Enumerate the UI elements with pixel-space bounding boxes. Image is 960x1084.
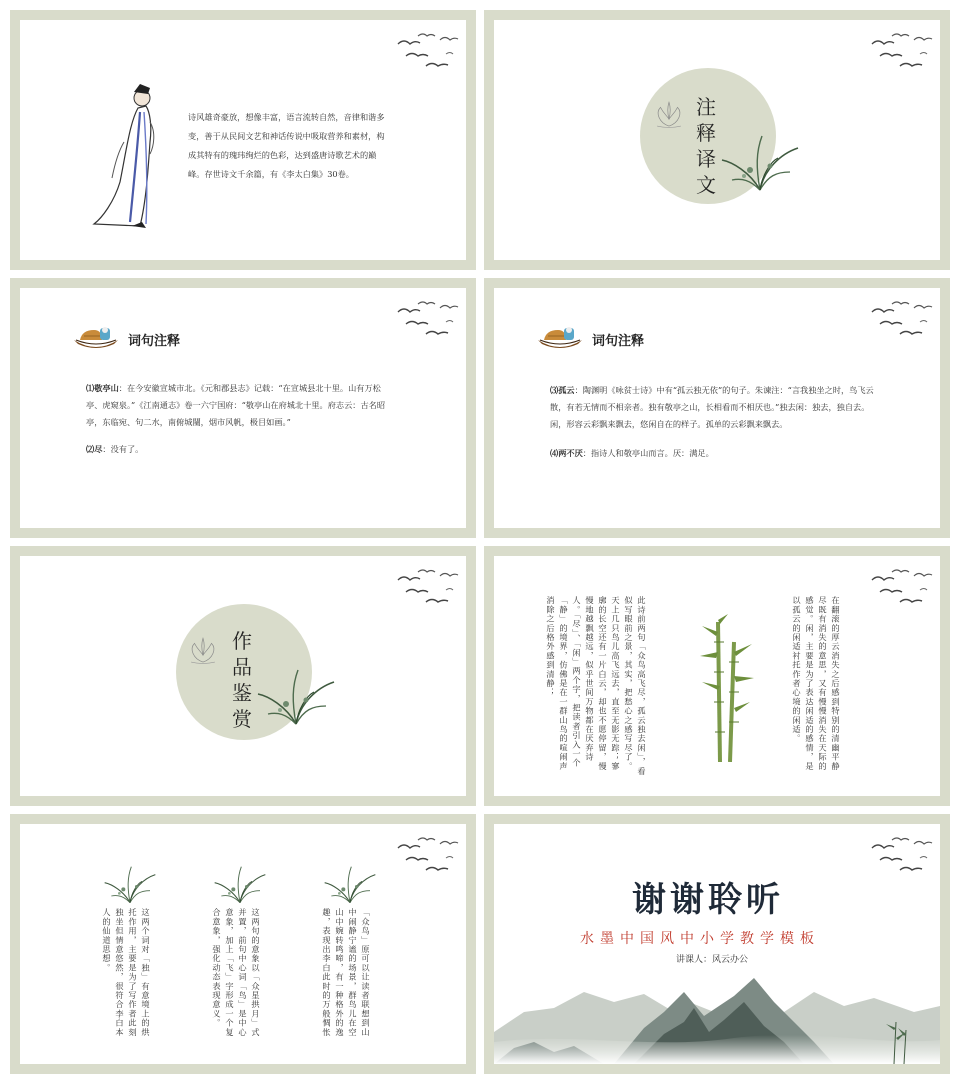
slide-section-notes[interactable]: [484, 10, 950, 270]
slide-heading: 词句注释: [128, 334, 181, 349]
lotus-icon: [186, 636, 220, 666]
boat-icon: [72, 322, 120, 352]
slide-canvas: [494, 824, 940, 1064]
section-title: [232, 628, 258, 732]
title-char: 译: [696, 147, 716, 171]
slide-canvas: [494, 288, 940, 528]
annotation-4: [550, 444, 882, 463]
column-text-2: 这两句的意象以「众星拱月」式并置，前句中心词「鸟」是中心意象，加上「飞」字形成一个复合意象，强化动态表现意义。: [212, 908, 261, 1037]
slide-canvas: [494, 20, 940, 260]
annotation-text: ：没有了。: [102, 444, 144, 454]
title-char: 赏: [232, 707, 252, 731]
orchid-icon: [720, 132, 800, 192]
slide-annotations-1[interactable]: [10, 278, 476, 538]
annotation-2: [86, 440, 386, 459]
bird-flock-icon: [396, 30, 460, 74]
orchid-icon: [256, 666, 336, 726]
slide-canvas: [20, 20, 466, 260]
poet-description: 诗风雄奇豪放，想像丰富，语言流转自然，音律和谐多变，善于从民间文艺和神话传说中吸取营养和素材，构成其特有的瑰玮绚烂的色彩，达到盛唐诗歌艺术的巅峰。存世诗文千余篇，有《李太白集》30卷。: [188, 112, 385, 179]
appreciation-paragraph-left: 此诗前两句「众鸟高飞尽，孤云独去闲」，看似写眼前之景，其实，把愁心之感写尽了。天上几只鸟儿高飞远去，直至无影无踪；寥廓的长空还有一片白云，却也不愿停留，慢慢地越飘越远，似乎世间万物都在厌弃诗人。「尽」、「闲」两个字，把读者引入一个「静」的境界，仿佛是在一群山鸟的喧闹声消除之后格外感到清静；: [546, 596, 647, 776]
title-char: 品: [232, 655, 252, 679]
title-char: 作: [232, 629, 252, 653]
slide-annotations-2[interactable]: [484, 278, 950, 538]
slide-canvas: [20, 288, 466, 528]
title-char: 鉴: [232, 681, 252, 705]
orchid-icon: [204, 864, 276, 904]
mountain-landscape-icon: [494, 972, 940, 1064]
annotation-3: [550, 382, 882, 433]
appreciation-paragraph-right: 在翻滚的厚云消失之后感到特别的清幽平静尽既有消失的意思，又有慢慢消失在天际的感觉。闲，主要是为了表达闲适的感情，是以孤云的闲适衬托作者心境的闲适。: [792, 596, 841, 771]
annotation-text: ：在今安徽宣城市北。《元和郡县志》记载：“在宣城县北十里。山有万松亭、虎窥泉。”《江南通志》卷一六宁国府：“敬亭山在府城北十里。府志云：古名昭亭，东临宛、句二水，南俯城闉，烟市风帆，极目如画。”: [86, 383, 386, 427]
section-title: [696, 94, 722, 198]
annotation-label: ⑶孤云: [550, 385, 575, 395]
annotation-text: ：陶渊明《咏贫士诗》中有“孤云独无依”的句子。朱谏注：“言我独坐之时，鸟飞云散，有若无情而不相亲者。独有敬亭之山，长相看而不相厌也。”独去闲：独去，独自去。闲，形容云彩飘来飘去，悠闲自在的样子。孤单的云彩飘来飘去。: [550, 385, 874, 429]
orchid-icon: [94, 864, 166, 904]
slide-canvas: [494, 556, 940, 796]
slide-heading: 词句注释: [592, 334, 645, 349]
annotation-text: ：指诗人和敬亭山而言。厌：满足。: [582, 448, 714, 458]
slide-three-columns[interactable]: [10, 814, 476, 1074]
slide-appreciation-text[interactable]: [484, 546, 950, 806]
presenter-label: 讲课人：风云办公: [676, 955, 749, 965]
bird-flock-icon: [870, 566, 934, 610]
annotation-label: ⑷两不厌: [550, 448, 583, 458]
template-subtitle: 水墨中国风中小学教学模板: [580, 931, 820, 947]
annotation-1: [86, 380, 386, 431]
bird-flock-icon: [870, 834, 934, 878]
bird-flock-icon: [396, 834, 460, 878]
column-text-3: 「众鸟」原可以让读者联想到山中闹静宁谧的场景，群鸟儿在空山中婉转鸣啼，有一种格外的逸趣，表现出李白此时的万般惆怅: [322, 908, 371, 1037]
bird-flock-icon: [396, 298, 460, 342]
lotus-icon: [652, 100, 686, 130]
annotation-label: ⑵尽: [86, 444, 103, 454]
boat-icon: [536, 322, 584, 352]
slide-thank-you[interactable]: [484, 814, 950, 1074]
bird-flock-icon: [870, 30, 934, 74]
bird-flock-icon: [870, 298, 934, 342]
bird-flock-icon: [396, 566, 460, 610]
bamboo-icon: [696, 612, 756, 762]
orchid-icon: [314, 864, 386, 904]
slide-canvas: [20, 824, 466, 1064]
thank-you-title: 谢谢聆听: [632, 880, 784, 920]
slide-canvas: [20, 556, 466, 796]
title-char: 释: [696, 121, 716, 145]
scholar-figure-icon: [90, 82, 166, 228]
annotation-label: ⑴敬亭山: [86, 383, 119, 393]
slide-section-appreciation[interactable]: [10, 546, 476, 806]
column-text-1: 这两个词对「独」有意境上的烘托作用，主要是为了写作者此刻独坐但情意悠然，很符合李白本人的仙道思想。: [102, 908, 151, 1037]
title-char: 文: [696, 173, 716, 197]
title-char: 注: [696, 95, 716, 119]
slide-poet-intro[interactable]: [10, 10, 476, 270]
